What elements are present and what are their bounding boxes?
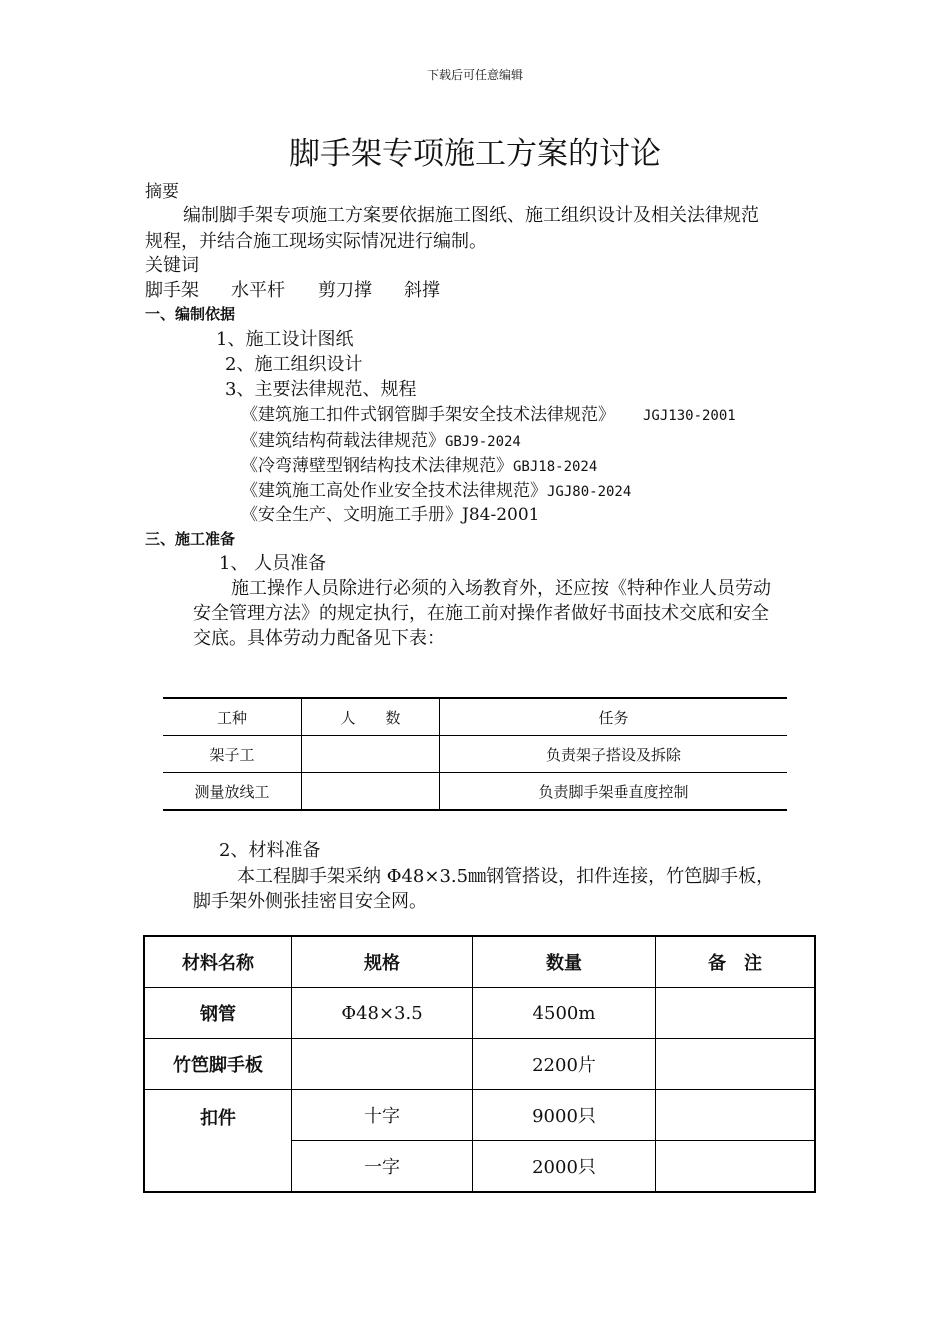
material-note-cell (656, 1090, 816, 1141)
material-note-cell (656, 1039, 816, 1090)
table-cell: 测量放线工 (194, 782, 270, 801)
material-spec-cell: 十字 (292, 1090, 473, 1141)
table-cell (302, 773, 440, 811)
page-title: 脚手架专项施工方案的讨论 (289, 136, 661, 172)
reference-code: J84-2001 (462, 505, 540, 525)
section-3-heading: 三、施工准备 (145, 530, 236, 548)
paragraph-line: 本工程脚手架采纳 Φ48×3.5㎜钢管搭设，扣件连接，竹笆脚手板， (237, 866, 775, 887)
labor-table (163, 697, 787, 811)
material-note-cell (656, 988, 816, 1039)
table-header-cell: 任务 (440, 698, 788, 736)
abstract-line-1: 编制脚手架专项施工方案要依据施工图纸、施工组织设计及相关法律规范 (183, 205, 759, 226)
reference-code: GBJ9-2024 (445, 434, 521, 450)
table-row (144, 1090, 815, 1141)
material-spec-cell: 一字 (292, 1141, 473, 1193)
header-note: 下载后可任意编辑 (426, 68, 523, 82)
material-name-cell: 扣件 (144, 1090, 292, 1193)
table-header-row (163, 698, 787, 736)
paragraph-line: 安全管理方法》的规定执行，在施工前对操作者做好书面技术交底和安全 (193, 603, 769, 624)
table-row (163, 736, 787, 773)
keyword-item: 水平杆 (231, 280, 285, 301)
abstract-heading: 摘要 (145, 182, 179, 202)
abstract-line-2: 规程，并结合施工现场实际情况进行编制。 (145, 231, 487, 252)
material-qty-cell: 9000只 (473, 1090, 656, 1141)
table-header-cell: 人 数 (302, 698, 440, 736)
reference-code: JGJ80-2024 (547, 484, 632, 500)
table-header-cell: 备 注 (656, 936, 816, 988)
paragraph-line: 交底。具体劳动力配备见下表： (193, 628, 445, 649)
table-header-cell: 数量 (473, 936, 656, 988)
keyword-item: 脚手架 (145, 280, 199, 301)
table-row (144, 988, 815, 1039)
table-row (144, 1039, 815, 1090)
material-name-cell: 钢管 (144, 988, 292, 1039)
reference-item (241, 400, 736, 425)
table-header-cell: 材料名称 (144, 936, 292, 988)
material-name-cell: 竹笆脚手板 (144, 1039, 292, 1090)
reference-item (241, 426, 521, 451)
table-cell (302, 736, 440, 773)
paragraph-line: 脚手架外侧张挂密目安全网。 (193, 891, 427, 912)
basis-item: 2、施工组织设计 (225, 354, 363, 375)
material-note-cell (656, 1141, 816, 1193)
reference-item (241, 500, 539, 525)
material-spec-cell (292, 1039, 473, 1090)
table-header-cell: 规格 (292, 936, 473, 988)
material-qty-cell: 4500m (473, 988, 656, 1039)
table-cell: 负责架子搭设及拆除 (440, 736, 788, 773)
reference-name: 《安全生产、文明施工手册》 (241, 505, 462, 525)
material-qty-cell: 2000只 (473, 1141, 656, 1193)
table-header-row (144, 936, 815, 988)
table-row (163, 773, 787, 811)
keyword-item: 斜撑 (404, 280, 440, 301)
section-1-heading: 一、编制依据 (145, 305, 236, 323)
reference-name: 《建筑施工高处作业安全技术法律规范》 (241, 481, 547, 501)
table-cell: 负责脚手架垂直度控制 (440, 773, 788, 811)
paragraph-line: 施工操作人员除进行必须的入场教育外，还应按《特种作业人员劳动 (231, 578, 771, 599)
reference-code: GBJ18-2024 (513, 459, 598, 475)
material-table (143, 935, 816, 1193)
reference-code: JGJ130-2001 (643, 408, 736, 424)
basis-item: 3、主要法律规范、规程 (225, 379, 417, 400)
table-cell: 架子工 (209, 745, 255, 764)
keywords-heading: 关键词 (145, 255, 199, 276)
reference-name: 《建筑结构荷载法律规范》 (241, 431, 445, 451)
reference-name: 《建筑施工扣件式钢管脚手架安全技术法律规范》 (241, 405, 615, 425)
reference-name: 《冷弯薄壁型钢结构技术法律规范》 (241, 456, 513, 476)
table-header-cell: 工种 (216, 708, 247, 727)
subsection-heading: 1、 人员准备 (219, 553, 327, 574)
subsection-heading: 2、材料准备 (219, 840, 321, 861)
basis-item: 1、施工设计图纸 (216, 329, 354, 350)
reference-item (241, 451, 597, 476)
reference-item (241, 476, 631, 501)
material-spec-cell: Φ48×3.5 (292, 988, 473, 1039)
material-qty-cell: 2200片 (473, 1039, 656, 1090)
keyword-item: 剪刀撑 (318, 280, 372, 301)
